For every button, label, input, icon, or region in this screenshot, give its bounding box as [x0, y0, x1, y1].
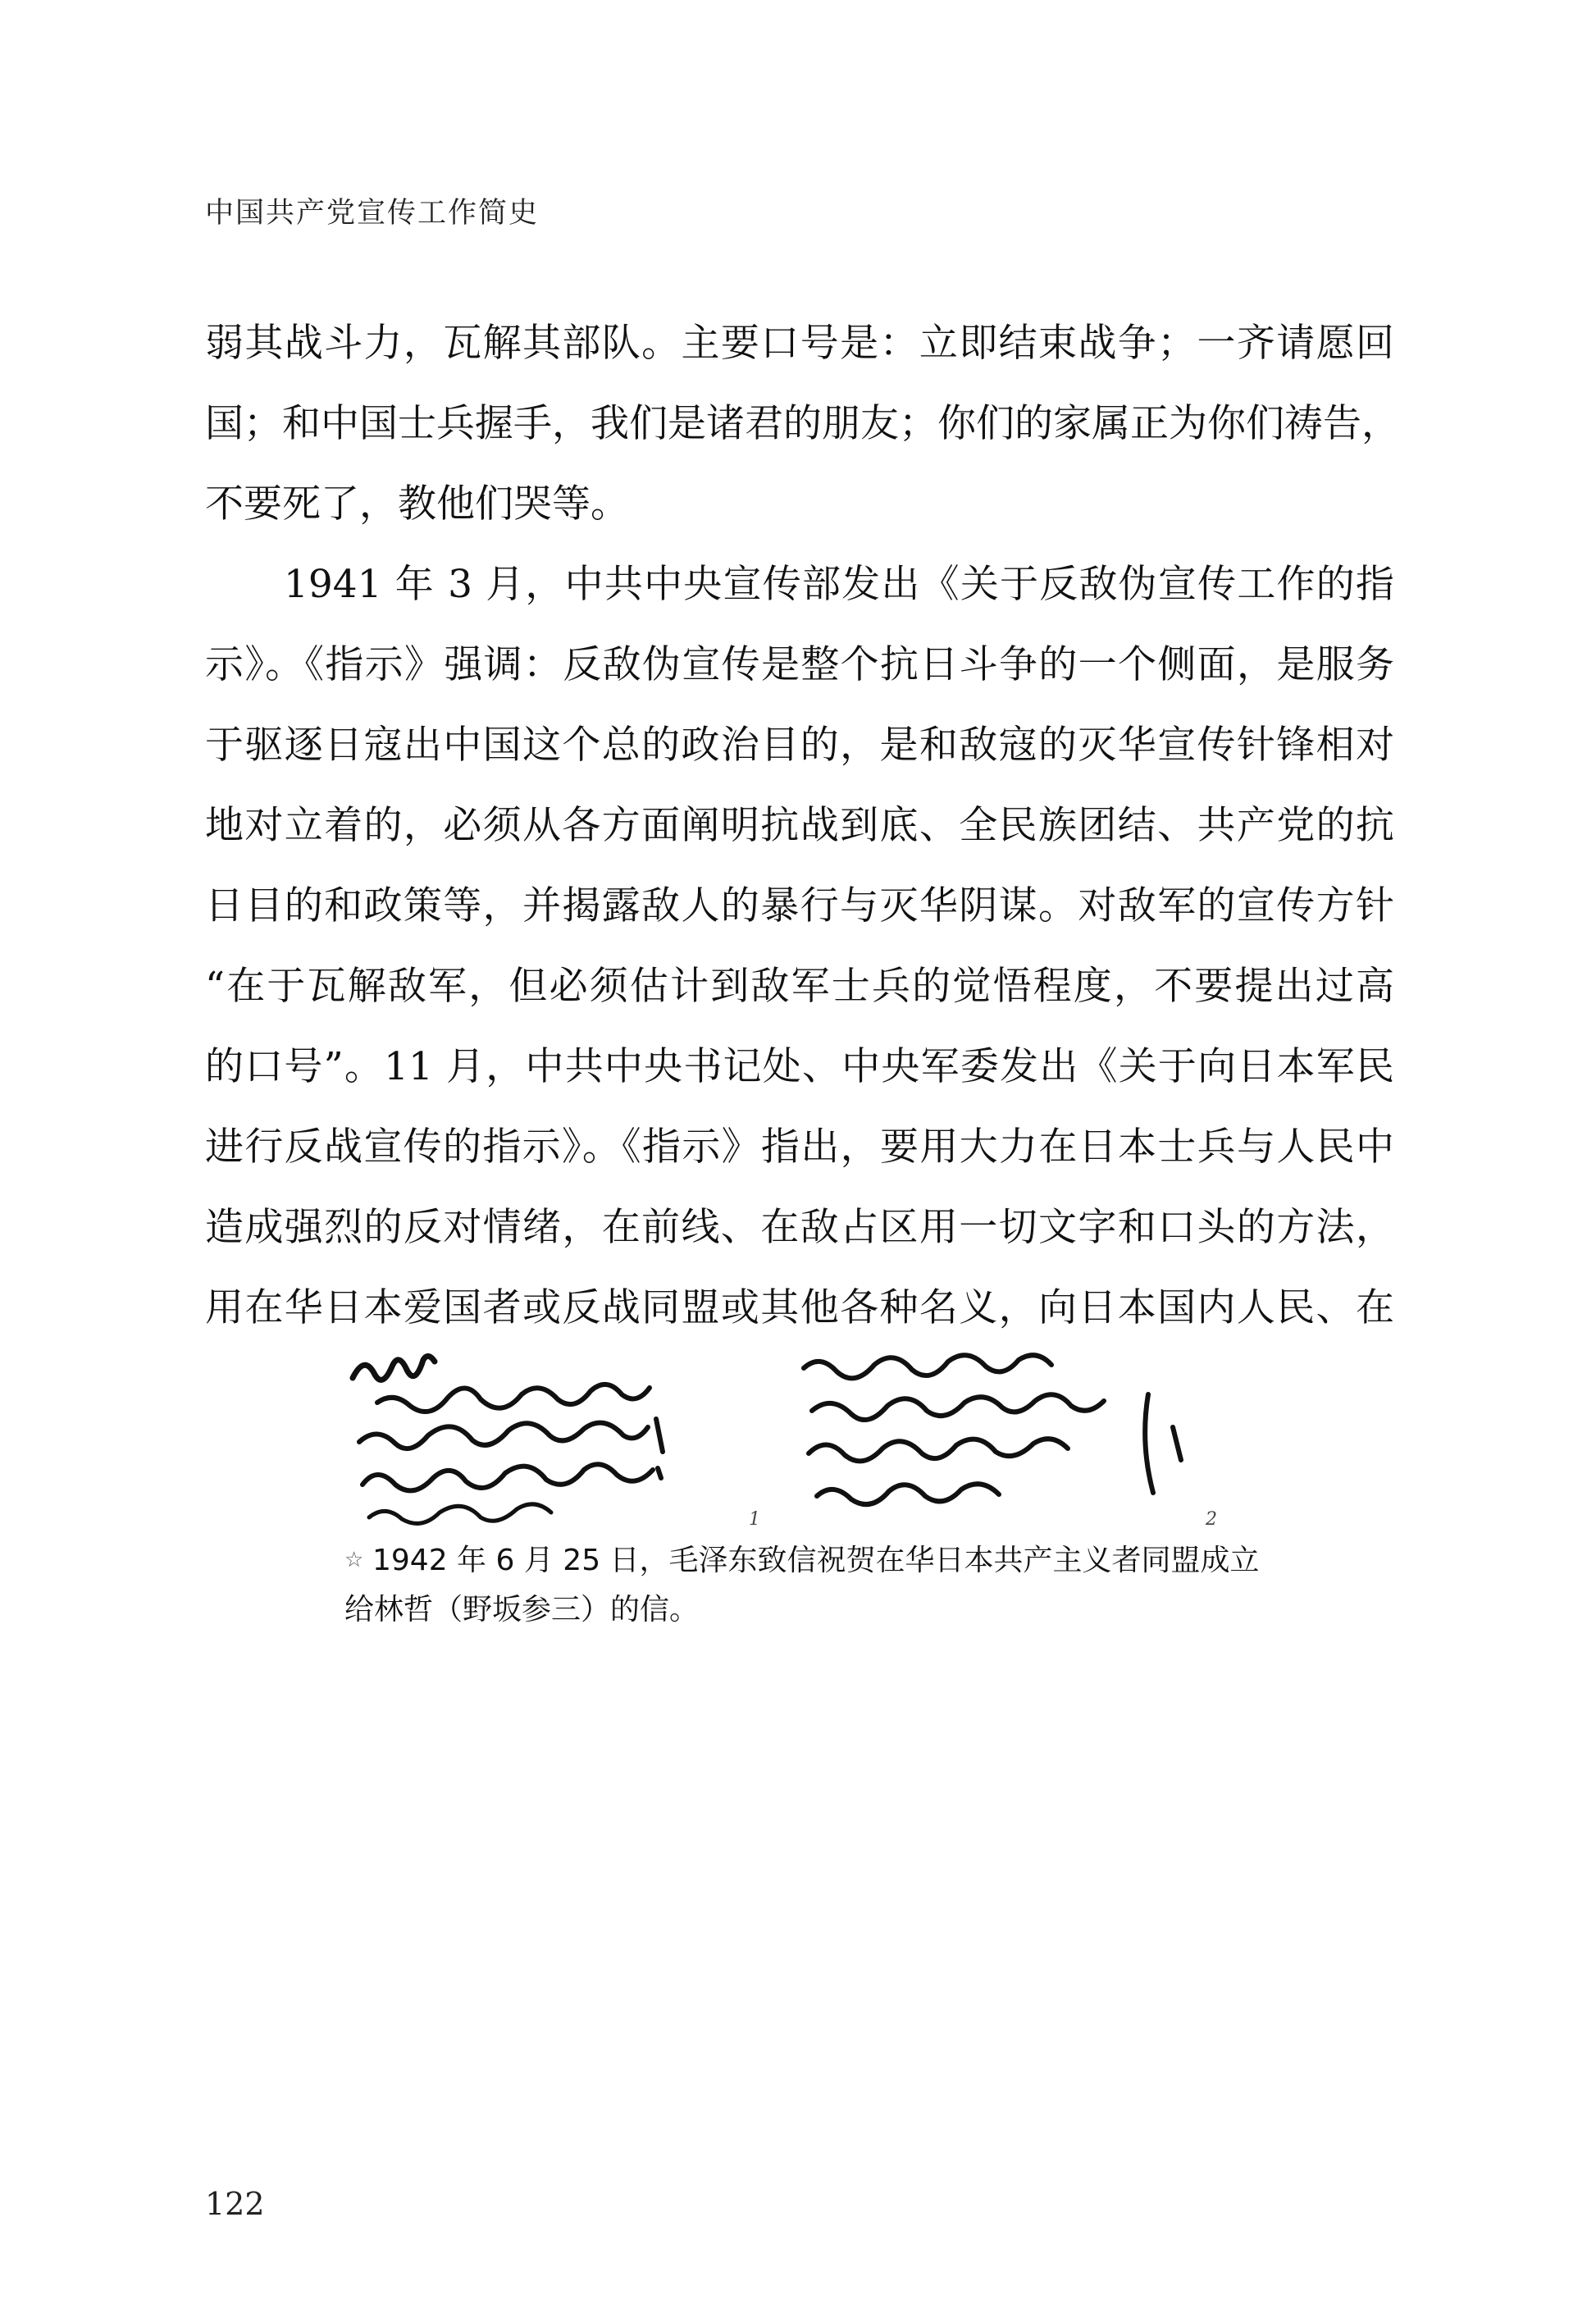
text-line: “在于瓦解敌军，但必须估计到敌军士兵的觉悟程度，不要提出过高: [205, 964, 1394, 1009]
letter-page-left: [353, 1356, 663, 1523]
text-line: 国；和中国士兵握手，我们是诸君的朋友；你们的家属正为你们祷告，: [205, 401, 1400, 446]
text-line: 不要死了，教他们哭等。: [205, 481, 629, 527]
text-line: 造成强烈的反对情绪，在前线、在敌占区用一切文字和口头的方法，: [205, 1205, 1394, 1250]
caption-text: 1942 年 6 月 25 日，毛泽东致信祝贺在华日本共产主义者同盟成立: [372, 1544, 1260, 1577]
caption-line: 给林哲（野坂参三）的信。: [344, 1593, 700, 1626]
text-line: 日目的和政策等，并揭露敌人的暴行与灭华阴谋。对敌军的宣传方针: [205, 883, 1394, 928]
page-number: 122: [205, 2186, 265, 2222]
panel-number-right: 2: [1206, 1509, 1217, 1530]
handwritten-letter-figure: [344, 1345, 1263, 2165]
text-line: 地对立着的，必须从各方面阐明抗战到底、全民族团结、共产党的抗: [205, 803, 1394, 848]
text-line: 1941 年 3 月，中共中央宣传部发出《关于反敌伪宣传工作的指: [284, 562, 1394, 607]
text-line: 弱其战斗力，瓦解其部队。主要口号是：立即结束战争；一齐请愿回: [205, 321, 1394, 366]
letter-page-right: [804, 1355, 1181, 1504]
text-line: 于驱逐日寇出中国这个总的政治目的，是和敌寇的灭华宣传针锋相对: [205, 723, 1394, 768]
text-line: 示》。《指示》强调：反敌伪宣传是整个抗日斗争的一个侧面，是服务: [205, 642, 1394, 687]
handwritten-letter-image: [344, 1345, 1263, 1530]
figure-caption: [344, 1535, 1260, 1635]
text-line: 用在华日本爱国者或反战同盟或其他各种名义，向日本国内人民、在: [205, 1285, 1394, 1330]
text-line: 的口号”。11 月，中共中央书记处、中央军委发出《关于向日本军民: [205, 1044, 1394, 1089]
running-head: 中国共产党宣传工作简史: [205, 197, 540, 230]
text-line: 进行反战宣传的指示》。《指示》指出，要用大力在日本士兵与人民中: [205, 1125, 1394, 1170]
caption-line: [344, 1535, 1260, 1585]
panel-number-left: 1: [749, 1509, 760, 1530]
star-icon: ☆: [344, 1548, 364, 1572]
body-text: [205, 303, 1400, 1348]
